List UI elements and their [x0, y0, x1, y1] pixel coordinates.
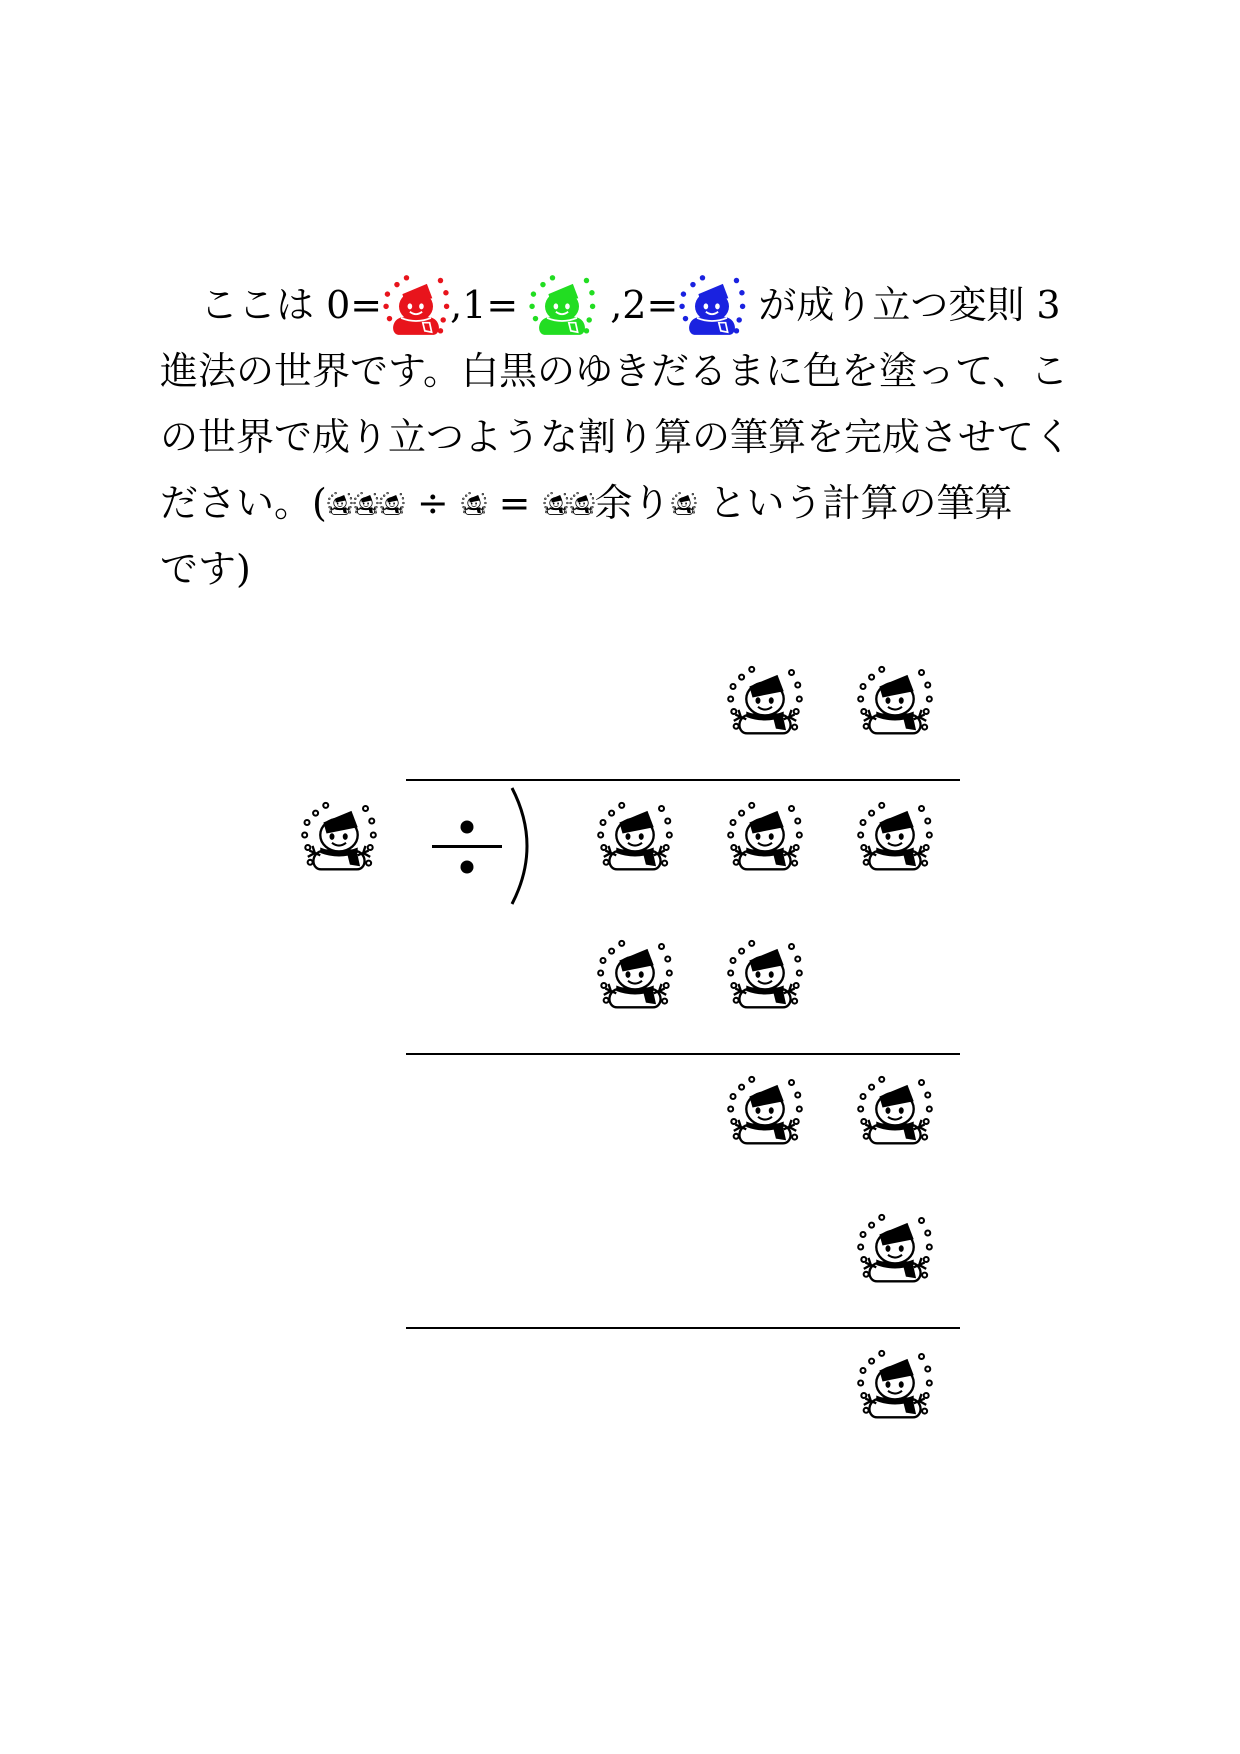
- text-line-5: です): [160, 546, 251, 591]
- snowman-icon: [461, 490, 487, 516]
- snowman-icon: [327, 490, 353, 516]
- snowman-icon[interactable]: [856, 660, 934, 738]
- snowman-icon[interactable]: [596, 796, 674, 874]
- snowman-icon[interactable]: [856, 1344, 934, 1422]
- subtraction-line: [406, 1053, 960, 1055]
- text-remainder: 余り: [594, 480, 671, 525]
- green-snowman-icon: [528, 271, 596, 339]
- snowman-icon[interactable]: [726, 660, 804, 738]
- snowman-icon: [379, 490, 405, 516]
- problem-line-1: [200, 268, 1061, 334]
- snowman-icon[interactable]: [726, 1070, 804, 1148]
- text-line-4-end: という計算の筆算: [708, 480, 1013, 525]
- equals-sign: =: [498, 480, 531, 525]
- snowman-icon: [353, 490, 379, 516]
- text-intro: ここは 0=: [200, 282, 383, 327]
- text-line-2: 進法の世界です。白黒のゆきだるまに色を塗って、こ: [160, 348, 1069, 393]
- subtraction-line: [406, 1327, 960, 1329]
- snowman-icon[interactable]: [856, 1070, 934, 1148]
- problem-line-5: [160, 532, 251, 598]
- snowman-icon: [543, 490, 569, 516]
- red-snowman-icon: [382, 271, 450, 339]
- division-bar: [406, 779, 960, 781]
- snowman-icon: [569, 490, 595, 516]
- text-line-4-start: ださい。(: [160, 480, 327, 525]
- snowman-icon[interactable]: [726, 796, 804, 874]
- text-line-3: の世界で成り立つような割り算の筆算を完成させてく: [160, 414, 1073, 459]
- snowman-icon[interactable]: [856, 1208, 934, 1286]
- text-two-eq: ,2=: [610, 282, 679, 327]
- snowman-icon[interactable]: [596, 934, 674, 1012]
- text-rule: が成り立つ変則 3: [758, 282, 1061, 327]
- snowman-icon[interactable]: [300, 796, 378, 874]
- problem-line-4: [160, 466, 1013, 532]
- divide-sign: ÷: [416, 480, 449, 525]
- problem-line-2: [160, 334, 1068, 400]
- snowman-icon: [671, 490, 697, 516]
- division-bracket-icon: [506, 786, 546, 906]
- problem-line-3: [160, 400, 1072, 466]
- blue-snowman-icon: [678, 271, 746, 339]
- division-symbol-icon: [430, 810, 504, 884]
- snowman-icon[interactable]: [856, 796, 934, 874]
- text-one-eq: ,1=: [450, 282, 519, 327]
- snowman-icon[interactable]: [726, 934, 804, 1012]
